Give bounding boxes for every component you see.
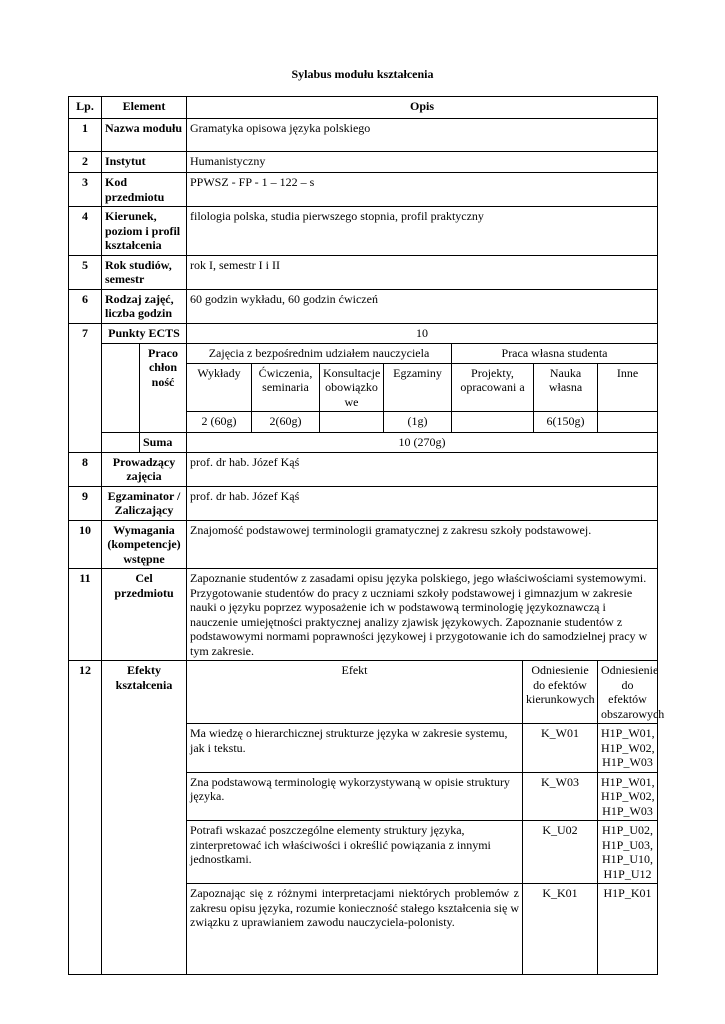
- col-inne: Inne: [598, 363, 658, 412]
- row-element: Cel przedmiotu: [102, 569, 187, 661]
- row-lp: 8: [69, 452, 102, 486]
- row-element: Rodzaj zajęć, liczba godzin: [102, 289, 187, 323]
- row-opis: 60 godzin wykładu, 60 godzin ćwiczeń: [187, 289, 658, 323]
- val-konsultacje: [320, 412, 384, 433]
- col-wyklady: Wykłady: [187, 363, 252, 412]
- workload-blank: [102, 343, 140, 433]
- table-row: [69, 452, 658, 486]
- row-lp: 4: [69, 207, 102, 256]
- table-row: [69, 520, 658, 569]
- val-egzaminy: (1g): [384, 412, 452, 433]
- col-egzaminy: Egzaminy: [384, 363, 452, 412]
- col-nauka: Nauka własna: [534, 363, 598, 412]
- row-element: Efekty kształcenia: [102, 661, 187, 975]
- outcome-efekt: Zna podstawową terminologię wykorzystywaną w opisie struktury języka.: [187, 772, 523, 821]
- row-lp: 9: [69, 486, 102, 520]
- row-lp: 10: [69, 520, 102, 569]
- outcome-header-efekt: Efekt: [187, 661, 523, 724]
- header-element: Element: [102, 97, 187, 119]
- table-header-row: [69, 97, 658, 119]
- row-opis: PPWSZ - FP - 1 – 122 – s: [187, 173, 658, 207]
- table-row: [69, 173, 658, 207]
- syllabus-table: [68, 96, 665, 975]
- row-lp: 11: [69, 569, 102, 661]
- row-lp: 2: [69, 152, 102, 173]
- row-element: Wymagania (kompetencje) wstępne: [102, 520, 187, 569]
- table-row: [69, 569, 658, 661]
- header-lp: Lp.: [69, 97, 102, 119]
- table-row: [69, 323, 658, 343]
- row-lp: 12: [69, 661, 102, 975]
- page-title: Sylabus modułu kształcenia: [291, 67, 434, 81]
- col-konsultacje: Konsultacje obowiązko we: [320, 363, 384, 412]
- row-opis: prof. dr hab. Józef Kąś: [187, 486, 658, 520]
- outcome-efekt: Zapoznając się z różnymi interpretacjami niektórych problemów z zakresu opisu języka, rozumie konieczność stałego kształcenia się w związku z uprawianiem zawodu nauczyciela-polonisty.: [187, 884, 523, 975]
- row-opis: prof. dr hab. Józef Kąś: [187, 452, 658, 486]
- table-row: [69, 119, 658, 152]
- row-element: Instytut: [102, 152, 187, 173]
- val-cwiczenia: 2(60g): [252, 412, 320, 433]
- outcome-header-obszarowe: Odniesienie do efektów obszarowych: [598, 661, 658, 724]
- outcome-obszarowe: H1P_W01, H1P_W02, H1P_W03: [598, 772, 658, 821]
- outcome-efekt: Potrafi wskazać poszczególne elementy struktury języka, zinterpretować ich właściwości i określić powiązania z innymi jednostkami.: [187, 821, 523, 884]
- outcome-obszarowe: H1P_W01, H1P_W02, H1P_W03: [598, 724, 658, 773]
- ects-value: 10: [187, 323, 658, 343]
- row-lp: 5: [69, 255, 102, 289]
- row-element: Kierunek, poziom i profil kształcenia: [102, 207, 187, 256]
- row-lp: 7: [69, 323, 102, 452]
- row-opis: Gramatyka opisowa języka polskiego: [187, 119, 658, 152]
- col-projekty: Projekty, opracowani a: [452, 363, 534, 412]
- outcome-efekt: Ma wiedzę o hierarchicznej strukturze języka w zakresie systemu, jak i tekstu.: [187, 724, 523, 773]
- table-row: [69, 289, 658, 323]
- table-row: [69, 486, 658, 520]
- val-wyklady: 2 (60g): [187, 412, 252, 433]
- workload-sum-row: [69, 433, 658, 453]
- row-opis: rok I, semestr I i II: [187, 255, 658, 289]
- row-lp: 1: [69, 119, 102, 152]
- outcome-kierunkowe: K_K01: [523, 884, 598, 975]
- row-element: Nazwa modułu: [102, 119, 187, 152]
- own-work-label: Praca własna studenta: [452, 343, 658, 363]
- outcome-obszarowe: H1P_U02, H1P_U03, H1P_U10, H1P_U12: [598, 821, 658, 884]
- row-opis: Humanistyczny: [187, 152, 658, 173]
- workload-label: Praco chłon ność: [140, 343, 187, 433]
- table-row: [69, 255, 658, 289]
- val-projekty: [452, 412, 534, 433]
- col-cwiczenia: Ćwiczenia, seminaria: [252, 363, 320, 412]
- table-row: [69, 207, 658, 256]
- outcome-obszarowe: H1P_K01: [598, 884, 658, 975]
- header-opis: Opis: [187, 97, 658, 119]
- workload-group-row: [69, 343, 658, 363]
- outcome-kierunkowe: K_W03: [523, 772, 598, 821]
- row-element: Rok studiów, semestr: [102, 255, 187, 289]
- row-lp: 6: [69, 289, 102, 323]
- table-row: [69, 152, 658, 173]
- outcomes-header-row: [69, 661, 658, 724]
- row-opis: Zapoznanie studentów z zasadami opisu języka polskiego, jego właściwościami systemowymi. Przygotowanie studentów do pracy z uczniami szkoły podstawowej i gimnazjum w zakresie nauki o języku poprzez wyposażenie ich w podstawową terminologię językoznawczą i nauczenie umiejętności praktycznej analizy zjawisk językowych. Zapoznanie studentów z podstawowymi normami poprawności językowej i przygotowanie ich do samodzielnej pracy w tym zakresie.: [187, 569, 658, 661]
- row-element: Egzaminator / Zaliczający: [102, 486, 187, 520]
- outcome-kierunkowe: K_U02: [523, 821, 598, 884]
- sum-value: 10 (270g): [187, 433, 658, 453]
- row-element: Punkty ECTS: [102, 323, 187, 343]
- row-element: Kod przedmiotu: [102, 173, 187, 207]
- val-inne: [598, 412, 658, 433]
- val-nauka: 6(150g): [534, 412, 598, 433]
- row-element: Prowadzący zajęcia: [102, 452, 187, 486]
- outcome-kierunkowe: K_W01: [523, 724, 598, 773]
- sum-label: Suma: [140, 433, 187, 453]
- row-opis: Znajomość podstawowej terminologii gramatycznej z zakresu szkoły podstawowej.: [187, 520, 658, 569]
- row-lp: 3: [69, 173, 102, 207]
- row-opis: filologia polska, studia pierwszego stopnia, profil praktyczny: [187, 207, 658, 256]
- outcome-header-kierunkowe: Odniesienie do efektów kierunkowych: [523, 661, 598, 724]
- sum-blank: [102, 433, 140, 453]
- direct-contact-label: Zajęcia z bezpośrednim udziałem nauczyciela: [187, 343, 452, 363]
